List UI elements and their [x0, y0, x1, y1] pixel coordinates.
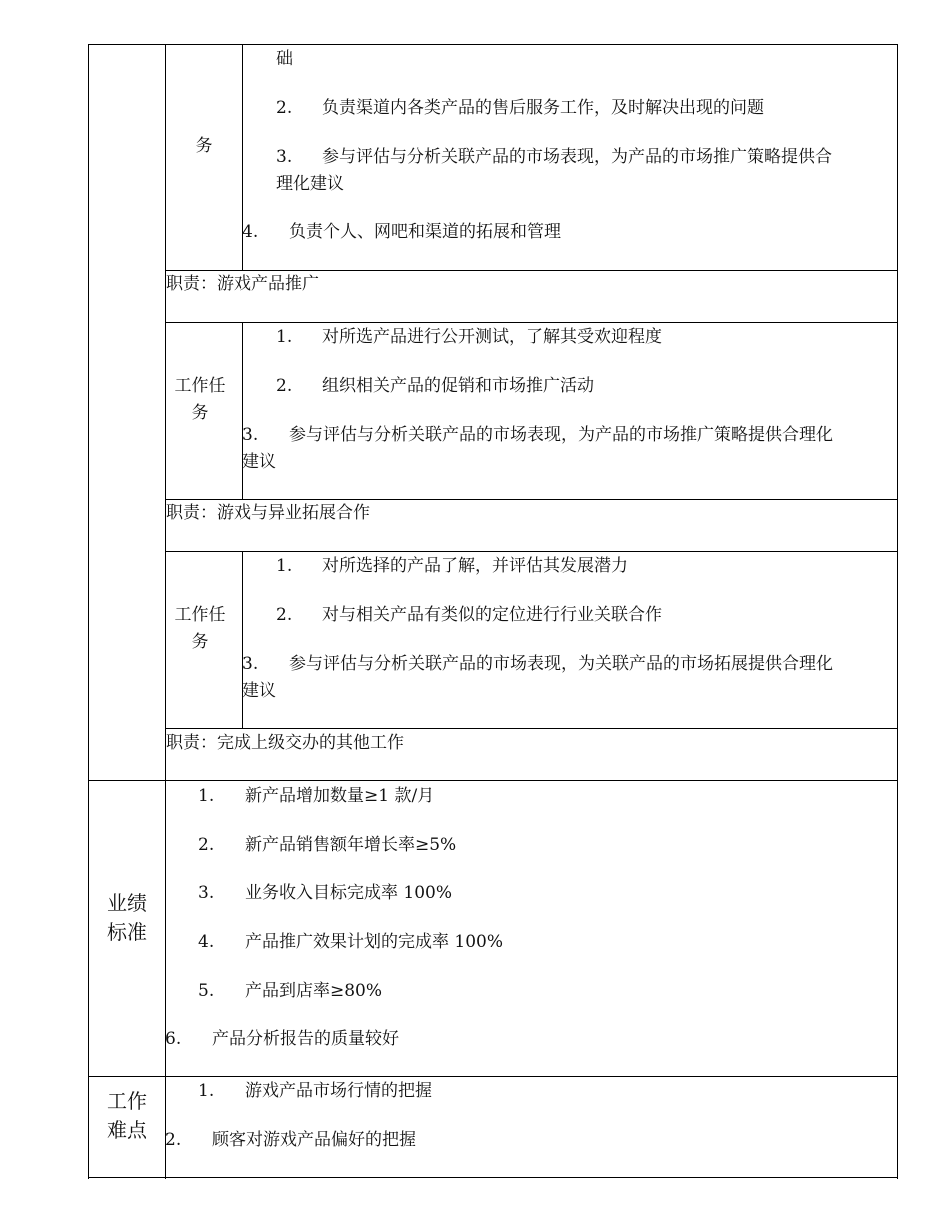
list-item-number: 4.	[242, 222, 259, 242]
list-item	[242, 422, 833, 449]
list-item	[276, 602, 662, 629]
list-item-text: 产品到店率≥80%	[245, 981, 383, 1001]
list-item	[276, 373, 594, 400]
list-item-continuation: 建议	[242, 452, 276, 472]
list-item-number: 3.	[242, 654, 259, 674]
duty-title: 职责：完成上级交办的其他工作	[166, 733, 404, 753]
duty-title: 职责：游戏产品推广	[166, 274, 319, 294]
list-item	[165, 1127, 416, 1154]
list-item-text: 新产品增加数量≥1 款/月	[245, 786, 435, 806]
list-item-text: 顾客对游戏产品偏好的把握	[212, 1130, 416, 1150]
list-item	[198, 1078, 432, 1105]
list-item	[165, 1026, 399, 1053]
list-item-number: 2.	[276, 98, 293, 118]
list-item	[276, 324, 662, 351]
list-item	[276, 95, 764, 122]
list-item-number: 2.	[165, 1130, 182, 1150]
work-task-label: 工作任务	[174, 376, 226, 423]
list-item-text: 对所选择的产品了解，并评估其发展潜力	[322, 556, 628, 576]
list-item	[198, 783, 434, 810]
difficulty-label: 工作难点	[107, 1089, 147, 1142]
list-item	[242, 219, 561, 246]
section-divider	[88, 780, 898, 781]
column-divider-main	[165, 44, 166, 1179]
work-task-label: 工作任务	[174, 605, 226, 652]
list-item-text: 参与评估与分析关联产品的市场表现，为关联产品的市场拓展提供合理化	[289, 654, 833, 674]
list-item	[198, 880, 452, 907]
list-item-text: 组织相关产品的促销和市场推广活动	[322, 376, 594, 396]
list-item-text: 业务收入目标完成率 100%	[245, 883, 453, 903]
table-border-top	[88, 44, 898, 45]
table-border-bottom	[88, 1177, 898, 1178]
list-item-number: 1.	[198, 1081, 215, 1101]
list-item-number: 1.	[276, 327, 293, 347]
list-item-number: 5.	[198, 981, 215, 1001]
list-item-text: 参与评估与分析关联产品的市场表现，为产品的市场推广策略提供合	[322, 147, 832, 167]
performance-label: 业绩标准	[107, 891, 147, 944]
list-item-text: 础	[276, 49, 293, 69]
list-item-number: 3.	[276, 147, 293, 167]
list-item-text: 负责渠道内各类产品的售后服务工作，及时解决出现的问题	[322, 98, 764, 118]
list-item-text: 新产品销售额年增长率≥5%	[245, 835, 457, 855]
list-item	[198, 929, 503, 956]
table-border-right	[897, 44, 898, 1179]
list-item-number: 6.	[165, 1029, 182, 1049]
table-border-left	[88, 44, 89, 1179]
list-item	[198, 832, 456, 859]
list-item-number: 2.	[276, 376, 293, 396]
list-item-number: 4.	[198, 932, 215, 952]
task-label-top: 务	[195, 136, 213, 156]
list-item	[198, 978, 382, 1005]
list-item-text: 游戏产品市场行情的把握	[245, 1081, 432, 1101]
list-item-number: 3.	[242, 425, 259, 445]
list-item	[276, 144, 832, 171]
list-item	[242, 651, 833, 678]
list-item-continuation: 理化建议	[276, 174, 344, 194]
list-item-number: 2.	[198, 835, 215, 855]
list-item-continuation: 建议	[242, 681, 276, 701]
list-item-number: 2.	[276, 605, 293, 625]
duty-title: 职责：游戏与异业拓展合作	[166, 503, 370, 523]
list-item-text: 对所选产品进行公开测试，了解其受欢迎程度	[322, 327, 662, 347]
list-item	[276, 553, 628, 580]
list-item-text: 产品分析报告的质量较好	[212, 1029, 399, 1049]
list-item-text: 参与评估与分析关联产品的市场表现，为产品的市场推广策略提供合理化	[289, 425, 833, 445]
list-item-number: 3.	[198, 883, 215, 903]
list-item-number: 1.	[276, 556, 293, 576]
list-item-text: 负责个人、网吧和渠道的拓展和管理	[289, 222, 561, 242]
list-item-text: 对与相关产品有类似的定位进行行业关联合作	[322, 605, 662, 625]
list-item-number: 1.	[198, 786, 215, 806]
list-item-text: 产品推广效果计划的完成率 100%	[245, 932, 504, 952]
